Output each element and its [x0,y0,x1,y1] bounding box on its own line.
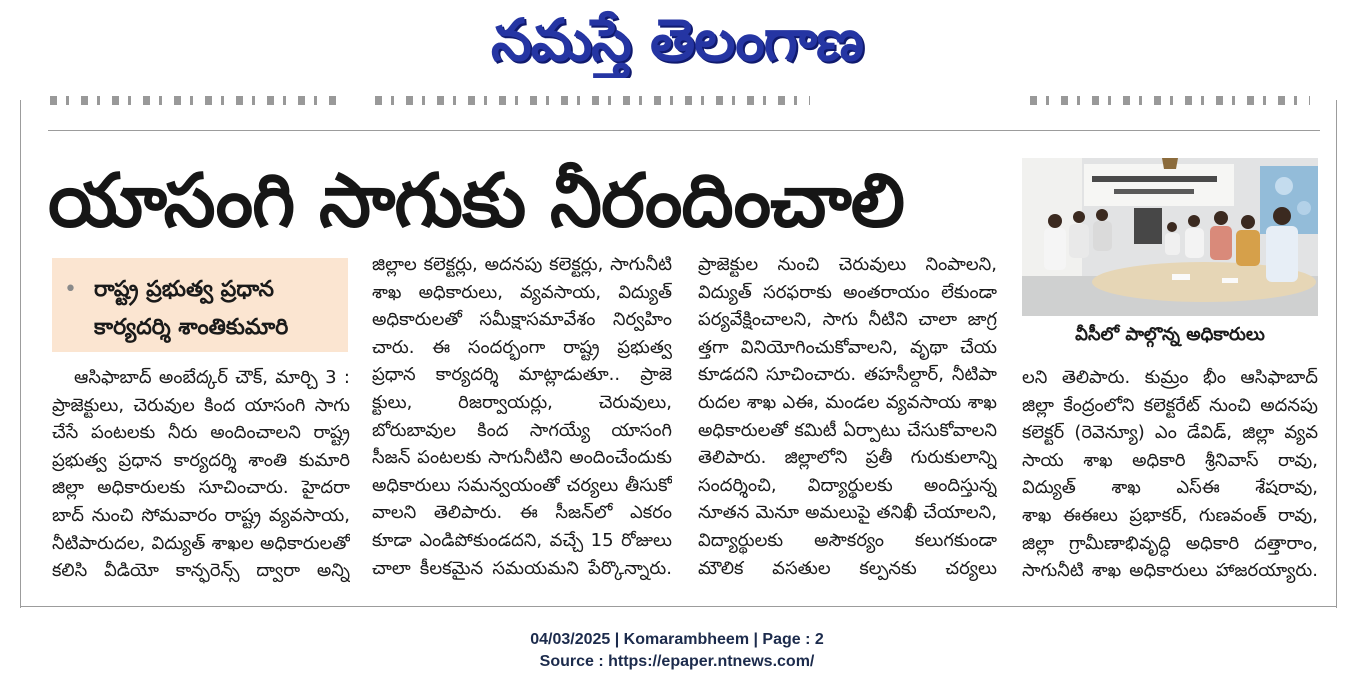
photo-person-head [1073,211,1085,223]
photo-person-head [1096,209,1108,221]
text-line: ప్రధాన కార్యదర్శి మాట్లాడుతూ.. ప్రాజె [372,364,672,386]
photo-person-head [1241,215,1255,229]
article-column-3 [698,251,997,582]
photo-table-papers [1172,274,1190,280]
text-line: నీటిపారుదల, విద్యుత్ శాఖల అధికారులతో [52,532,350,554]
photo-screen-glare [1275,177,1293,195]
photo-person-body [1165,233,1180,255]
text-line: అధికారులు సమన్వయంతో చర్యలు తీసుకో [372,474,672,496]
bullet-icon: • [64,277,77,302]
article-column-1 [52,364,350,585]
text-line: పర్యవేక్షించాలని, సాగు నీటిని చాలా జాగ్ర [698,309,997,331]
dateline: ఆసిఫాబాద్ అంబేద్కర్ చౌక్, మార్చి 3 : [74,367,350,388]
photo-person-body [1093,221,1112,251]
photo-tv [1134,208,1162,244]
text-line: చాలా కీలకమైన సమయమని పేర్కొన్నారు. [372,557,672,579]
bottom-rule [20,606,1337,607]
text-line: వాలని తెలిపారు. ఈ సీజన్‌లో ఎకరం [372,502,672,524]
photo-person-head [1214,211,1228,225]
text-line: సాగునీటి శాఖ అధికారులు హాజరయ్యారు. [1022,560,1318,582]
text-line: కూడా ఎండిపోకుండదని, వచ్చే 15 రోజులు [372,529,672,551]
top-rule [48,130,1320,131]
text-line: లని తెలిపారు. కుమ్రం భీం ఆసిఫాబాద్ [1022,367,1318,388]
cutoff-text-fragment [50,96,345,105]
photo-person-body [1069,224,1089,258]
photo-person-head [1048,214,1062,228]
text-line: బాద్ నుంచి సోమవారం రాష్ట్ర వ్యవసాయ, [52,504,350,526]
meeting-photo [1022,158,1318,316]
photo-person-body [1266,226,1298,282]
text-line: విద్యుత్ శాఖ ఎస్ఈ శేషరావు, [1022,477,1318,499]
text-line: విద్యుత్ సరఫరాకు అంతరాయం లేకుండా [698,281,997,303]
text-line: కలెక్టర్ (రెవెన్యూ) ఎం డేవిడ్, జిల్లా వ్యవ [1022,422,1318,444]
text-line: జిల్లాల కలెక్టర్లు, అదనపు కలెక్టర్లు, సాగునీటి [372,254,672,275]
text-line: శాఖ ఈఈలు ప్రభాకర్, గుణవంత్ రావు, [1022,504,1318,526]
text-line: జిల్లా గ్రామీణాభివృద్ధి అధికారి దత్తారాం, [1022,532,1318,554]
article-column-4 [1022,364,1318,585]
article-headline: యాసంగి సాగుకు నీరందించాలి [48,158,905,244]
photo-person-head [1188,215,1200,227]
subheading-box [52,258,348,352]
photo-banner-lettering [1092,176,1217,182]
photo-person-body [1236,230,1260,266]
text-line: అధికారులతో కమిటీ ఏర్పాటు చేసుకోవాలని [698,419,997,441]
source-info: Source : https://epaper.ntnews.com/ [539,653,815,670]
text-line: సీజన్ పంటలకు సాగునీటిని అందించేందుకు [372,447,672,469]
subheading-line: కార్యదర్శి శాంతికుమారి [94,315,289,340]
photo-person-body [1044,228,1066,270]
text-line: విద్యార్థులకు అసౌకర్యం కలుగకుండా [698,529,997,551]
article-photo [1022,158,1318,316]
photo-emblem [1162,158,1178,169]
text-line: అధికారులతో సమీక్షాసమావేశం నిర్వహిం [372,309,672,331]
text-line: సందర్శించి, విద్యార్థులకు అందిస్తున్న [698,474,997,496]
subheading-line: రాష్ట్ర ప్రభుత్వ ప్రధాన [94,277,274,302]
photo-table-papers [1222,278,1238,283]
frame-left-border [20,100,21,608]
photo-banner [1084,164,1234,206]
photo-blue-screen [1260,166,1318,234]
text-line: క్టులు, రిజర్వాయర్లు, చెరువులు, [372,391,672,413]
photo-caption: వీసీలో పాల్గొన్న అధికారులు [1075,324,1265,345]
text-line: ప్రాజెక్టుల నుంచి చెరువులు నింపాలని, [698,254,997,275]
text-line: త్తగా వినియోగించుకోవాలని, వృథా చేయ [698,336,997,358]
photo-person-body [1210,226,1232,260]
photo-banner-lettering [1114,189,1194,194]
text-line: నూతన మెనూ అమలుపై తనిఖీ చేయాలని, [698,502,997,524]
text-line: మౌలిక వసతుల కల్పనకు చర్యలు [698,557,997,579]
edition-info: 04/03/2025 | Komarambheem | Page : 2 [530,631,824,648]
text-line: తెలిపారు. జిల్లాలోని ప్రతీ గురుకులాన్ని [698,447,997,469]
cutoff-text-fragment [1030,96,1310,105]
text-line: జిల్లా కేంద్రంలోని కలెక్టరేట్ నుంచి అదనపు [1022,394,1318,416]
text-line: బోరుబావుల కింద సాగయ్యే యాసంగి [372,419,672,441]
photo-person-head [1273,207,1291,225]
cutoff-text-fragment [375,96,810,105]
text-line: రుదల శాఖ ఎఈ, మండల వ్యవసాయ శాఖ [698,391,997,413]
text-line: ప్రభుత్వ ప్రధాన కార్యదర్శి శాంతి కుమారి [52,449,350,471]
text-line: కూడదని సూచించారు. తహసీల్దార్, నీటిపా [698,364,997,386]
text-line: చేసే పంటలకు నీరు అందించాలని రాష్ట్ర [52,422,350,444]
photo-person-head [1167,222,1177,232]
text-line: ప్రాజెక్టులు, చెరువుల కింద యాసంగి సాగు [52,394,350,416]
text-line: చారు. ఈ సందర్భంగా రాష్ట్ర ప్రభుత్వ [372,336,672,358]
text-line: కలిసి వీడియో కాన్ఫరెన్స్ ద్వారా అన్ని [52,560,350,582]
text-line: శాఖ అధికారులు, వ్యవసాయ, విద్యుత్ [372,281,672,303]
photo-person-body [1185,228,1204,258]
text-line: జిల్లా అధికారులకు సూచించారు. హైదరా [52,477,350,499]
text-line: సాయ శాఖ అధికారి శ్రీనివాస్ రావు, [1022,449,1318,471]
article-column-2 [372,251,672,582]
photo-screen-glare [1297,201,1311,215]
frame-right-border [1336,100,1337,608]
newspaper-masthead: నమస్తే తెలంగాణ [491,6,863,74]
